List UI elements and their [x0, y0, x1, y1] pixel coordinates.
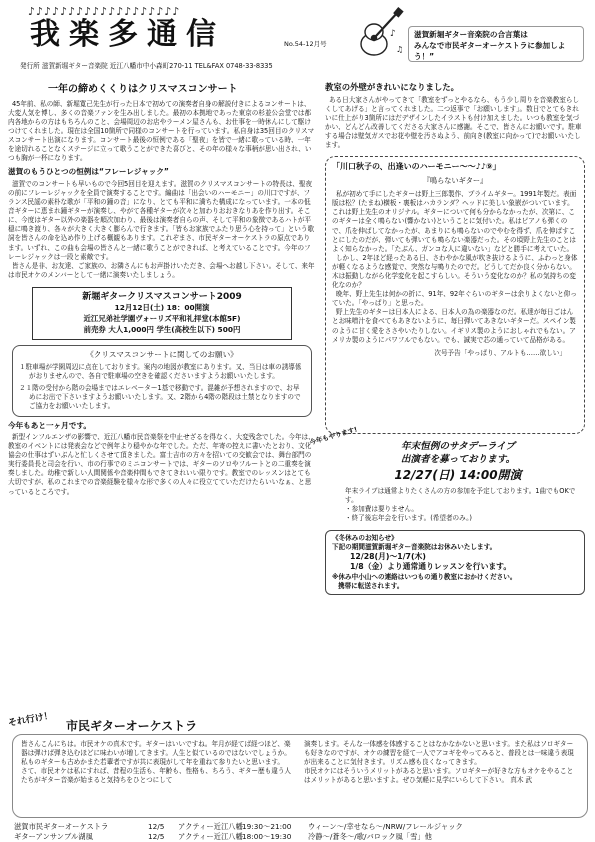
left-column [8, 78, 316, 733]
orchestra-column-1: 皆さんこんにちは。市民オケの真木です。ギターはいいですね。年月が経てば経つほど、楽器は弾けば弾き込むほどに味わいが増してきます。人生と似ているのではないでしょうか。私ものギターも古めかまた若輩者ですが共に表現がして年を重ねて参りたいと思います。 さて、市民オケは私にすれば、昔程の生活も、年齢も、性格も、ちろう、ギター歴も違う人たちがギター音楽が始まると気持ちをひとつにして [21, 740, 292, 785]
schedule-group: ギターアンサンブル湖風 [14, 832, 93, 841]
concert-price: 前売券 大人1,000円 学生(高校生以下) 500円 [83, 324, 241, 334]
right-column [308, 78, 585, 658]
guitar-icon [352, 6, 408, 62]
request-box [12, 345, 312, 417]
schedule-venue: アクティー近江八幡 [178, 832, 243, 841]
request-item-elevator: ２１階の受付から階の会場まではエレベーター1基で移動です。混雑が予想されますので、お早めにお出で下さいますようお願いいたします。又、2階から4階の階段は土禁となりますのでご協力をお願いいたします。 [19, 384, 301, 411]
svg-text:♪: ♪ [390, 29, 396, 39]
serial-paragraph-2: しかし、2年ほど経ったある日、さわやかな風が吹き抜けるように、ふわっと身体が軽くなるような感覚で、突然な与鳴りたのでだ。どうしてだか良く分からない。木は振動しながら化学変化を起こすらしい。そういう変化なのか？私の気持ちの変化なのか？ [332, 253, 578, 290]
frere-jacques-heading: 滋賀のもうひとつの恒例は“フレーレジャック” [8, 167, 169, 177]
schedule-group: 滋賀市民ギターオーケストラ [14, 822, 109, 831]
saturday-live-section [308, 425, 585, 523]
tagline-box [408, 26, 584, 62]
schedule-row [14, 822, 463, 832]
wall-paragraph: ある日大家さんがやってきて「教室をずっとやるなら、もう少し周りを音楽教室らしくしてあげる」と言ってくれました。二つ返事で「お願いします」。数日でとてもきれいに仕上がり3箇所にはだデザインしたイラストも付け加えました。いつも教室を気づかい、どんどん改善してくださる大家さんに感謝。そこで、皆さんにお願いです。駐車する場合は壁気ガスでお花や壁を汚さぬよう、前向き(教室に向かって)でお願いいたします。 [325, 95, 582, 150]
holiday-line: 下記の期間滋賀新堀ギター音楽院はお休みいたします。 [332, 542, 497, 551]
orchestra-column-2: 演奏します。そんな一体感を体感することはなかなかないと思います。また私はソロギターも好きなのですが、オケの練習を経て一人でアコギをやってみると、普段とは一味違う表現が出来ることに気付きます。リズム感も良くなってきます。 市民オケにはそういうメリットがあると思います。ソロギターが好きな方もオケをやることはメリットがあると思いますよ。ぜひ気軽に見学にいらして下さい。 真木 武 [304, 740, 574, 785]
request-title: 《クリスマスコンサートに関してのお願い》 [86, 349, 238, 359]
serial-column-box [325, 156, 585, 434]
concert-title: 新堀ギタークリスマスコンサート2009 [82, 291, 242, 302]
serial-paragraph-3: 晩年、野上先生は何かの折に、91年、92年ぐらいのギターは余りよくないと仰っていた。「やっぱり」と思った。 [332, 290, 577, 308]
request-item-parking: １駐車場が学園周辺に点在しております。案内の地図が教室にあります。又、当日は車の誘導係がおりませんので、各自で駐車場の空きを確認くださいますようお願いいたします。 [19, 363, 302, 381]
holiday-resume: 1/8（金）より通常通りレッスンを行います。 [350, 562, 512, 572]
wall-heading: 教室の外壁がきれいになりました。 [325, 82, 459, 92]
live-date: 12/27(日) 14:00開演 [394, 467, 522, 482]
invitation-paragraph: 皆さん是非、お友達、ご家族の、お隣さんにもお声掛けいただき、会場へお越し下さい。そして、来年は市民オケのメンバーとして一緒に演奏いたしましょう。 [8, 261, 315, 279]
tagline-line2: みんなで市民ギターオーケストラに参加しよう！” [414, 41, 566, 61]
svg-text:♫: ♫ [396, 45, 404, 54]
live-title: 年末恒例のサタデーライブ [400, 441, 516, 453]
schedule-pieces: ウィーン～/幸せなら～/NRW/フレールジャック [308, 822, 463, 831]
serial-paragraph-1: 私が初めて手にしたギターは野上三郎製作、プライムギター。1991年製だ。表面版は松？(たまね)横板・裏板はハカランダ？ヘッドに美しい象嵌がついています。これは野上先生のオリジナル。ギターについて何も分からなかったが、次第に、このギターは全く鳴らない(響かない)ということに気付いた。私はピアノも弾くので、爪を伸ばしてなかったが、あまりにも鳴らないのでやむを得ず、爪を伸ばすことにしたのだが、弾いても弾いても鳴らない楽器だった。その頃野上先生のことはよく知らなかった。「たぶん、ガンコな人に違いない」などと勝手に考えていた。 [332, 190, 577, 253]
serial-paragraph-4: 野上先生のギターは日本人による、日本人の為の楽器なのだ。私達が毎日ごはんとお味噌汁を食べてもあきないように、毎日弾いてあきないギターだ。スペイン製のように甘く愛をささやいたりしない。イギリス製のようにおしゃれでもない。アメリカ製のようにパワフルでもない。でも、誠実で芯の通っていて品格がある。 [332, 308, 576, 344]
concert-date: 12月12日(土) 18：00開演 [114, 303, 210, 313]
newsletter-title: 我楽多通信 [30, 17, 225, 52]
holiday-note-2: 携帯に転送されます。 [338, 582, 404, 591]
christmas-paragraph: 45年前、私の師、新堀寛己先生が行った日本で初めての演奏者自身の解説付きによるコンサートは、大変人気を博し、多くの音楽ファンを生み出しました。最初の本拠地であった東京の杉並公会堂では都内各地からの方はもちろんのこと、会場周辺のお店やラーメン屋さんも、お仕事を一時休んにして駆けつけてくれました。現在は全国10箇所で同様のコンサートを行っています。私自身は35回目のクリスマスコンサート出演になります。コンサート最後の恒例である「聖夜」を皆で一緒に歌っている時、一年を途切れることなくステージに立って歌うことができた喜びと、その年の様々な事柄が思い出され、いつも胸が一杯になります。 [8, 99, 315, 163]
schedule-date: 12/5 [148, 822, 165, 831]
live-details: 年末ライブは通常よりたくさんの方の参加を予定しております。1曲でもOKです。 ・参加費は要りません。 ・終了後忘年会を行います。(希望者のみ。) [345, 487, 576, 523]
holiday-period: 12/28(月)～1/7(木) [350, 551, 426, 561]
schedule-pieces: 冷静～/蒼冬～/歌/バロック風「雪」他 [308, 832, 432, 841]
serial-next-preview: 次号予告「やっぱり、アルトも……欲しい」 [434, 348, 566, 357]
orchestra-badge: それ行け！ [7, 711, 54, 729]
schedule-time: 18:00～19:30 [242, 832, 292, 841]
holiday-note-1: ※休み中小山への連絡はいつもの通り教室におかけください。 [332, 573, 517, 582]
holiday-title: 《冬休みのお知らせ》 [332, 533, 398, 542]
concert-box [32, 287, 292, 340]
tagline-line1: 滋賀新堀ギター音楽院の合言葉は [414, 30, 528, 39]
orchestra-box [12, 734, 588, 818]
christmas-heading: 一年の締めくくりはクリスマスコンサート [48, 84, 238, 95]
stamp-label: 今年もやります! [308, 425, 359, 447]
year-end-heading: 今年もあと一ヶ月です。 [8, 420, 91, 430]
serial-subtitle: 『鳴らないギター』 [422, 176, 488, 186]
schedule-row [14, 832, 432, 842]
holiday-notice-box [325, 530, 585, 596]
schedule-time: 19:30～21:00 [242, 822, 292, 831]
orchestra-title: 市民ギターオーケストラ [66, 719, 198, 733]
concert-venue: 近江兄弟社学園ヴォーリズ平和礼拝堂(本館5F) [83, 314, 241, 324]
schedule-venue: アクティー近江八幡 [178, 822, 243, 831]
issue-number: No.54-12月号 [284, 40, 327, 48]
year-end-paragraph: 新型インフルエンザの影響で、近江八幡市民音楽祭を中止せざるを得なく、大変残念でした。今年は、教室のイベントには発表会などで例年より穏やかな年でした。ただ、年寄の控えに書いたとおり、文化協会の仕事はずいぶんと忙しくさせて頂きました。富士吉市の方々を招いての交歓会では、舞台部門の実行委員長と司会を行い、市の行事でのミニコンサートでは、ギターのソロやフルートとの二重奏を演奏しました。幼稚で新しい人間関係や音楽仲間もできてきれいい限りです。教室でのレッスンはとても大切ですが、私のこれまでの音楽経験を様々な形で多くの人々に役立てていただけたらいいなぁ、と思っているところです。 [8, 432, 315, 496]
schedule-date: 12/5 [148, 832, 165, 841]
live-subtitle: 出演者を募っております。 [400, 454, 516, 466]
music-notes-decoration: ♪♪♪♪♪♪♪♪♪♪♪♪♪♪♪♪♪♪♪ [28, 5, 181, 18]
publisher-info: 発行所 滋賀新堀ギター音楽院 近江八幡市中小森町270-11 TEL&FAX 0748-33-8335 [20, 62, 273, 70]
serial-title: 「川口秋子の、出逢いのハーモニー～～♪♪⑨」 [332, 162, 501, 172]
frere-jacques-paragraph: 滋賀でのコンサートも早いもので今回5回目を迎えます。滋賀のクリスマスコンサートの特長は、聖夜の前にフレーレジャックを全員で演奏することです。編曲は「出会いのハーモニー」の川口ですが、フランス民謡の素朴な歌が「平和の鐘の音」になり、とても平和に満ちた構成になっています。一本の低音ギターに恵まれ鐘ギターが演奏し、やがて各種ギターが次々と加わりおおきなりあを作り出す。そこに、今度はギター以外の楽器を順次加わり、最後は演奏者自らの声、そして平和の象徴であるハトが平穏に鳴き渡り、各々が大きく大きく膨らんで行きます。「皆もお家族でふたり思う心を持って」という歌詞を皆さんの命を込め作り上げる概観もあります。これぞまさ、市民ギターオーケストラの原点であります。いずれ、この曲も会場の皆さんと一緒に歌うことができれば、と考えていることです。今年のフレーレジャックは一段と素敵です。 [8, 179, 315, 261]
